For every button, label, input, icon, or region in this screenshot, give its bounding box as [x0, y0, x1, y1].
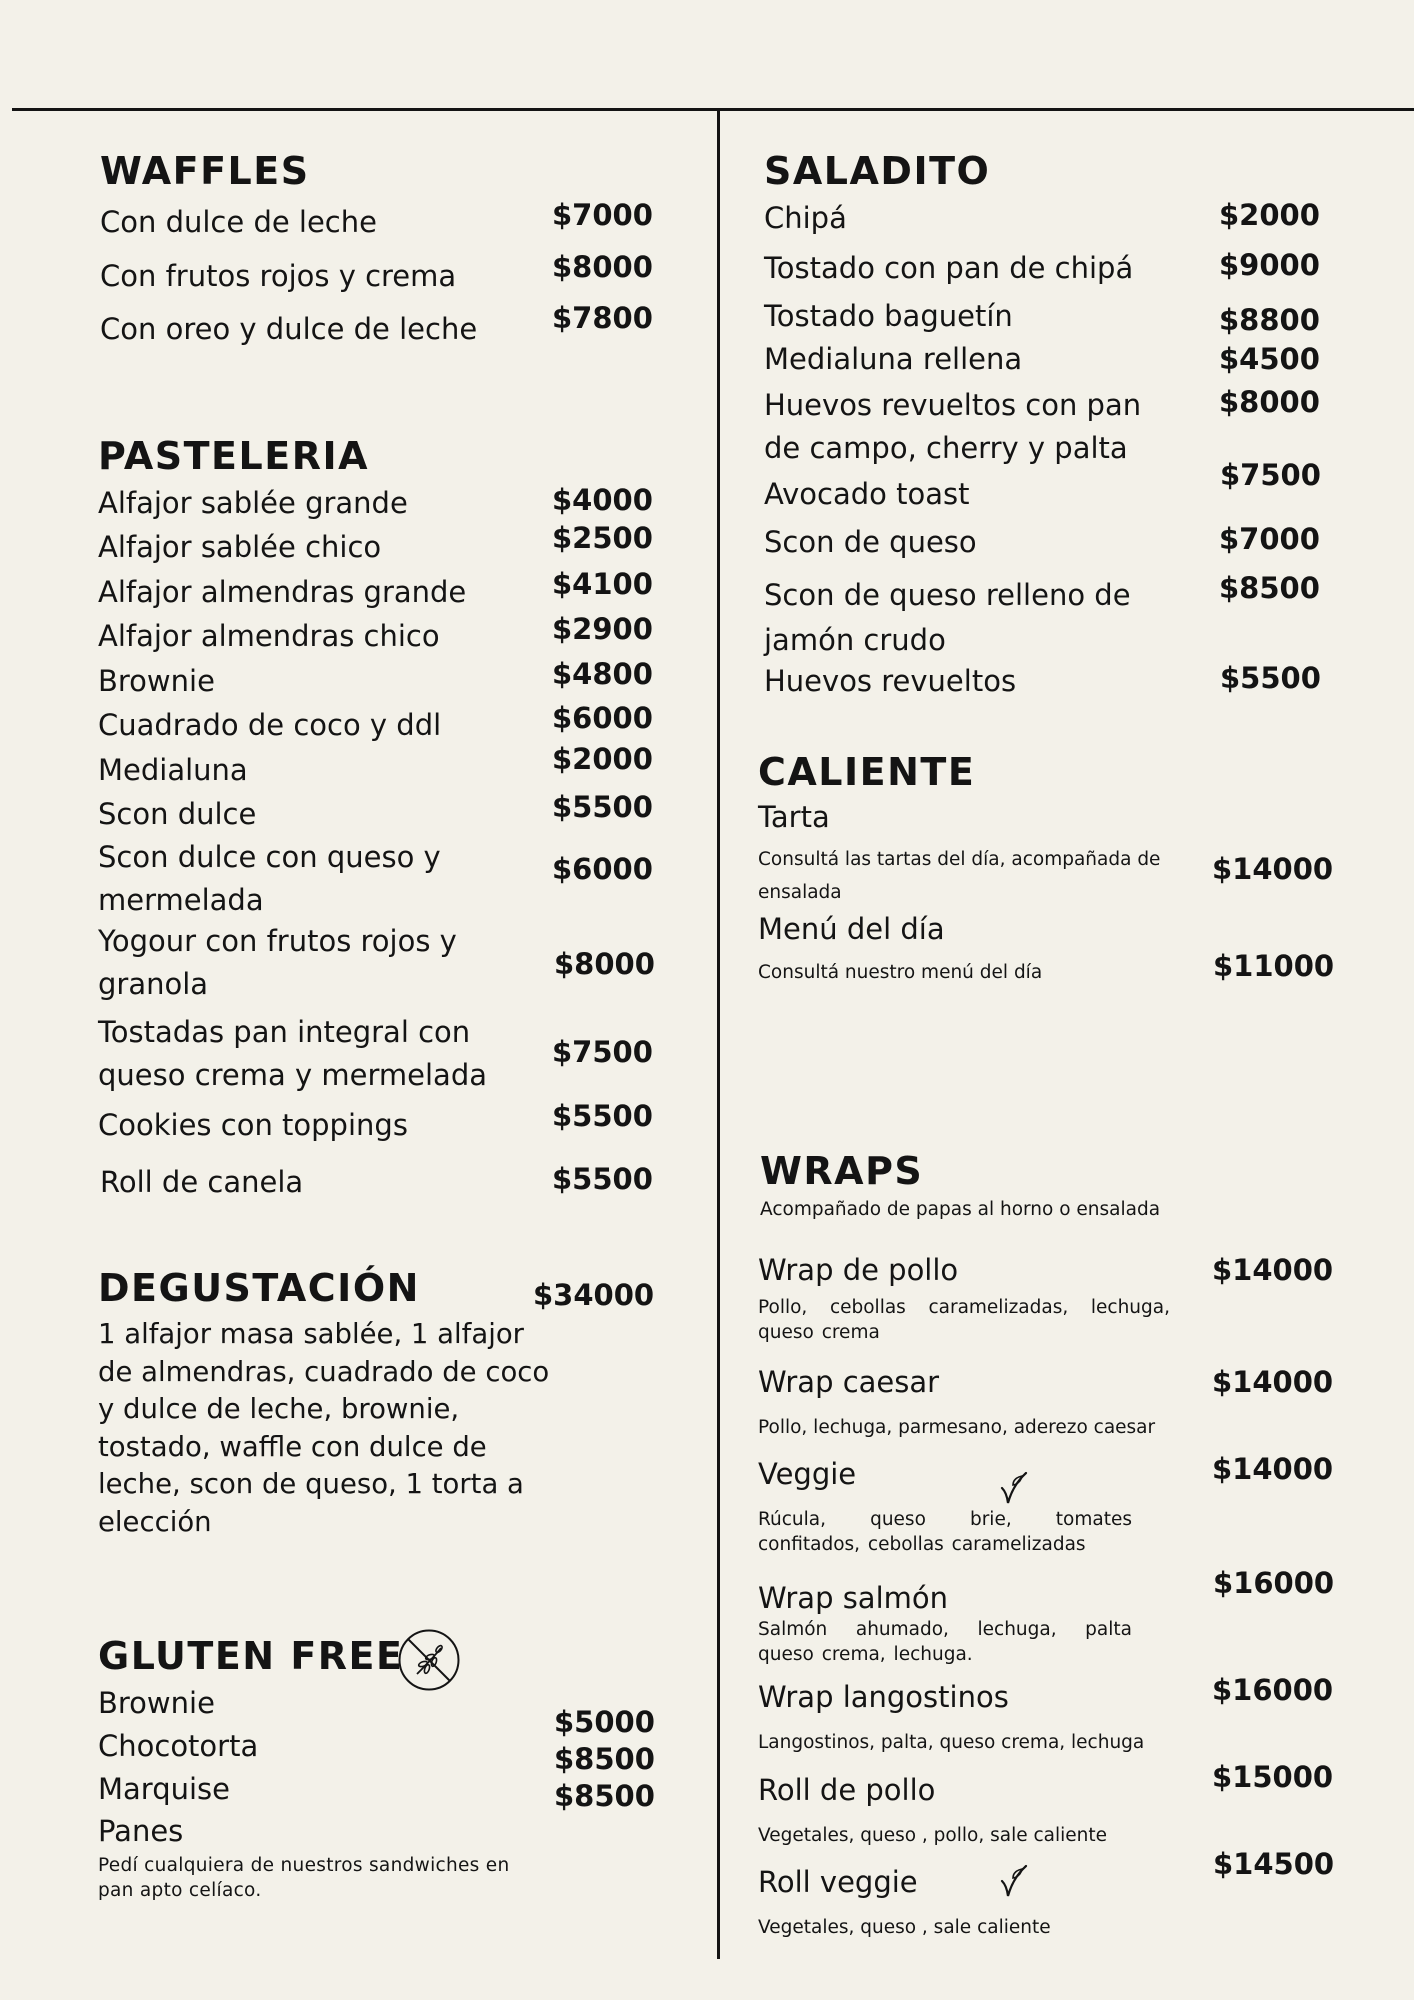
menu-item-description: Consultá las tartas del día, acompañada de ensalada: [758, 849, 1161, 903]
menu-item-name: Wrap caesar: [758, 1365, 940, 1399]
column-divider: [717, 111, 720, 1959]
menu-item-price: $4500: [1219, 342, 1320, 376]
menu-item-name: Medialuna rellena: [764, 342, 1023, 376]
menu-item-price: $2900: [552, 612, 653, 646]
veggie-leaf-icon: [998, 1470, 1028, 1506]
menu-item-name: Con dulce de leche: [100, 205, 377, 239]
menu-item-name: Scon de queso: [764, 525, 977, 559]
menu-item-price: $8500: [554, 1742, 655, 1776]
menu-item-name: Brownie: [98, 1686, 215, 1720]
section-subtitle: Acompañado de papas al horno o ensalada: [760, 1199, 1161, 1220]
menu-item-description: Pollo, lechuga, parmesano, aderezo caesar: [758, 1417, 1156, 1438]
menu-item-name: Roll de pollo: [758, 1773, 936, 1807]
menu-item-price: $5500: [552, 1099, 653, 1133]
menu-item-name: Con frutos rojos y crema: [100, 259, 457, 293]
menu-item-name: Scon de queso relleno de jamón crudo: [764, 578, 1131, 657]
menu-item-name: Medialuna: [98, 753, 248, 787]
menu-item-description: Rúcula, queso brie, tomates confitados, cebollas caramelizadas: [758, 1509, 1132, 1555]
menu-item-name: Huevos revueltos con pan de campo, cherry y palta: [764, 388, 1142, 465]
menu-item-name: Marquise: [98, 1772, 231, 1806]
menu-item-name: Menú del día: [758, 912, 945, 946]
menu-item-price: $14500: [1213, 1847, 1335, 1881]
veggie-leaf-icon: [998, 1863, 1028, 1899]
menu-item-name: Veggie: [758, 1457, 857, 1491]
menu-item-price: $4000: [552, 483, 653, 517]
menu-item-name: Tostadas pan integral con queso crema y mermelada: [98, 1015, 487, 1092]
menu-item-name: Roll de canela: [100, 1165, 304, 1199]
menu-item-name: Chipá: [764, 201, 847, 235]
menu-item-description: Pollo, cebollas caramelizadas, lechuga, queso crema: [758, 1297, 1170, 1343]
menu-item-name: Cookies con toppings: [98, 1108, 408, 1142]
menu-item-price: $14000: [1212, 1253, 1334, 1287]
menu-item-price: $11000: [1213, 949, 1335, 983]
menu-item-description: Consultá nuestro menú del día: [758, 962, 1043, 983]
menu-item-name: Tostado con pan de chipá: [764, 251, 1134, 285]
section-title: CALIENTE: [758, 750, 976, 794]
menu-item-name: Wrap de pollo: [758, 1253, 959, 1287]
menu-item-price: $8500: [1219, 571, 1320, 605]
menu-item-name: Tarta: [758, 800, 830, 834]
menu-item-price: $2000: [552, 742, 653, 776]
menu-item-price: $2500: [552, 521, 653, 555]
section-title: GLUTEN FREE: [98, 1634, 404, 1678]
menu-item-name: Huevos revueltos: [764, 664, 1017, 698]
menu-item-description: Langostinos, palta, queso crema, lechuga: [758, 1732, 1145, 1753]
menu-item-price: $8000: [552, 250, 653, 284]
menu-item-name: Alfajor almendras chico: [98, 619, 440, 653]
menu-item-name: Scon dulce: [98, 797, 257, 831]
menu-item-price: $16000: [1212, 1673, 1334, 1707]
menu-item-description: Salmón ahumado, lechuga, palta queso crema, lechuga.: [758, 1619, 1132, 1665]
menu-item-price: $15000: [1212, 1760, 1334, 1794]
section-title: SALADITO: [764, 149, 991, 193]
gluten-free-note: Pedí cualquiera de nuestros sandwiches en pan apto celíaco.: [98, 1855, 510, 1901]
menu-item-price: $5500: [1220, 661, 1321, 695]
menu-item-price: $8000: [1219, 385, 1320, 419]
section-title: WAFFLES: [100, 149, 310, 193]
menu-item-price: $8000: [554, 947, 655, 981]
menu-item-price: $34000: [533, 1278, 655, 1312]
menu-item-name: Alfajor sablée chico: [98, 530, 382, 564]
degustacion-description: 1 alfajor masa sablée, 1 alfajor de almendras, cuadrado de coco y dulce de leche, brownie, tostado, waffle con dulce de leche, scon de queso, 1 torta a elección: [98, 1318, 550, 1538]
menu-item-name: Wrap langostinos: [758, 1680, 1009, 1714]
menu-item-price: $8500: [554, 1779, 655, 1813]
menu-item-price: $6000: [552, 852, 653, 886]
menu-item-price: $8800: [1219, 303, 1320, 337]
menu-item-price: $9000: [1219, 248, 1320, 282]
menu-item-name: Panes: [98, 1814, 184, 1848]
menu-item-name: Brownie: [98, 664, 215, 698]
menu-item-description: Vegetales, queso , pollo, sale caliente: [758, 1825, 1108, 1846]
menu-item-price: $6000: [552, 701, 653, 735]
menu-item-description: Vegetales, queso , sale caliente: [758, 1917, 1051, 1938]
menu-item-name: Con oreo y dulce de leche: [100, 312, 478, 346]
menu-item-name: Tostado baguetín: [764, 299, 1013, 333]
menu-item-price: $7500: [1220, 458, 1321, 492]
menu-item-price: $2000: [1219, 198, 1320, 232]
menu-item-name: Roll veggie: [758, 1865, 918, 1899]
menu-item-name: Alfajor almendras grande: [98, 575, 467, 609]
menu-item-name: Cuadrado de coco y ddl: [98, 708, 442, 742]
menu-item-price: $7500: [552, 1035, 653, 1069]
menu-item-price: $14000: [1212, 1452, 1334, 1486]
menu-item-name: Wrap salmón: [758, 1581, 949, 1615]
menu-item-price: $5000: [554, 1705, 655, 1739]
menu-item-name: Avocado toast: [764, 477, 970, 511]
menu-item-name: Scon dulce con queso y mermelada: [98, 840, 441, 917]
menu-item-price: $4100: [552, 567, 653, 601]
menu-item-name: Yogour con frutos rojos y granola: [98, 924, 457, 1001]
menu-item-price: $7000: [1219, 522, 1320, 556]
section-title: PASTELERIA: [98, 434, 369, 478]
menu-item-price: $16000: [1213, 1566, 1335, 1600]
section-title: WRAPS: [760, 1149, 924, 1193]
menu-item-price: $7000: [552, 198, 653, 232]
menu-item-price: $4800: [552, 657, 653, 691]
no-wheat-icon: [397, 1628, 461, 1692]
menu-item-price: $5500: [552, 790, 653, 824]
menu-item-price: $14000: [1212, 852, 1334, 886]
menu-item-price: $14000: [1212, 1365, 1334, 1399]
menu-item-price: $5500: [552, 1162, 653, 1196]
menu-item-price: $7800: [552, 301, 653, 335]
menu-item-name: Alfajor sablée grande: [98, 486, 408, 520]
section-title: DEGUSTACIÓN: [98, 1266, 420, 1310]
top-divider: [12, 108, 1414, 111]
menu-item-name: Chocotorta: [98, 1729, 259, 1763]
